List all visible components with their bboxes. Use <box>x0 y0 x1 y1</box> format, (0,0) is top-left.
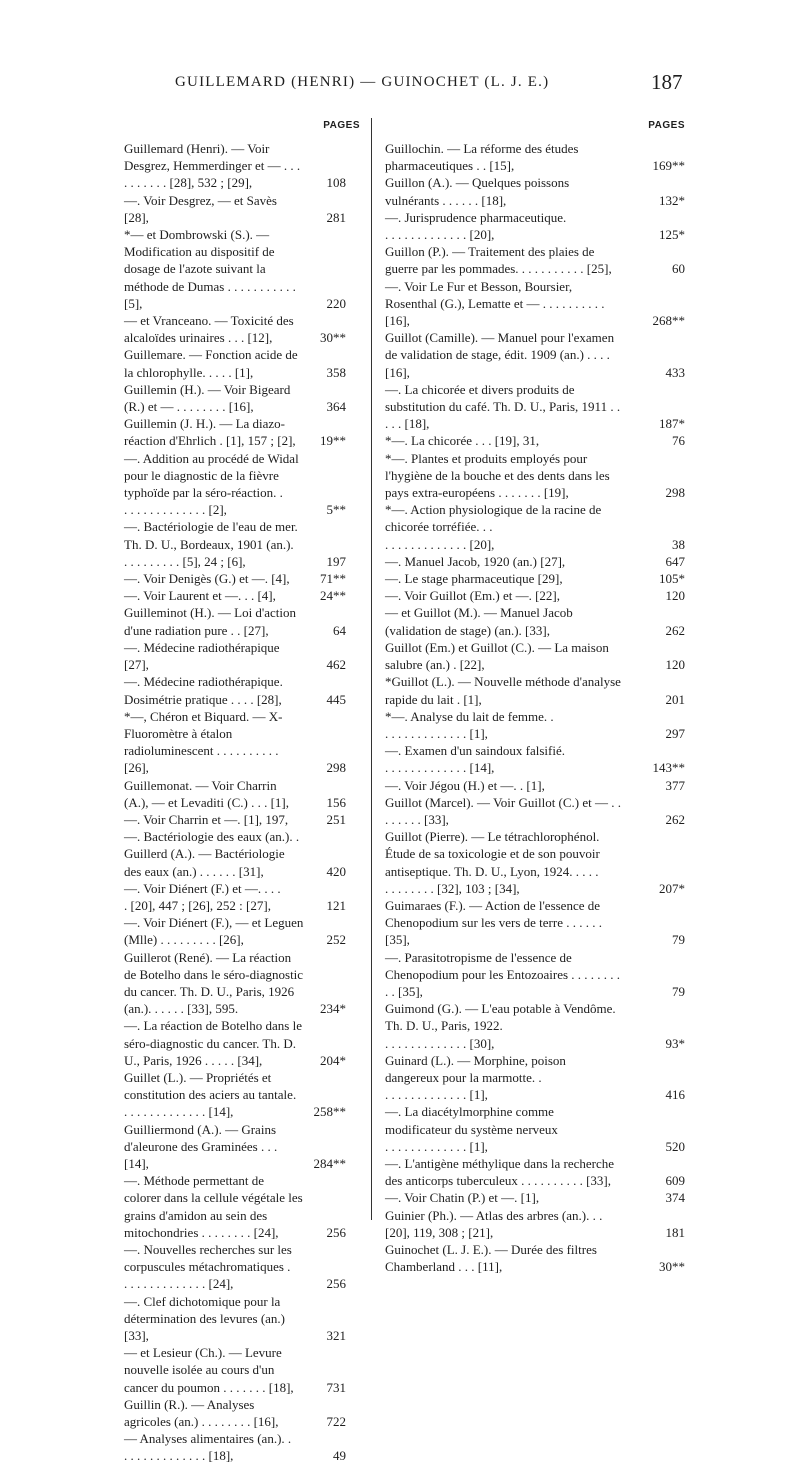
entry-text: —. Clef dichotomique pour la détermination des levures (an.) [33], <box>124 1293 285 1344</box>
entry-page-number: 120 <box>665 588 685 604</box>
index-entry <box>124 1430 360 1464</box>
entry-text: Guillon (A.). — Quelques poissons vulnérants . . . . . . [18], <box>385 175 570 208</box>
index-entry <box>385 777 685 794</box>
entry-page-number: 358 <box>326 364 346 380</box>
entry-text: Guinochet (L. J. E.). — Durée des filtres Chamberland . . . [11], <box>385 1242 597 1275</box>
entry-page-number: 121 <box>326 897 346 913</box>
entry-page-number: 187* <box>659 416 685 432</box>
entry-page-number: 281 <box>326 209 346 225</box>
index-entry <box>385 1207 685 1241</box>
entry-page-number: 76 <box>672 433 685 449</box>
entry-text: *— et Dombrowski (S.). — Modification au dispositif de dosage de l'azote suivant la méthode de Dumas . . . . . . . . . . . [5], <box>124 227 296 311</box>
entry-text: — et Lesieur (Ch.). — Levure nouvelle isolée au cours d'un cancer du poumon . . . . . . . [18], <box>124 1345 294 1395</box>
entry-page-number: 71** <box>320 571 346 587</box>
entry-text: Guillet (L.). — Propriétés et constitution des aciers au tantale. . . . . . . . . . . . . . [14], <box>124 1069 297 1120</box>
index-entry <box>385 1103 685 1155</box>
index-entry <box>124 450 360 519</box>
right-column <box>385 118 685 1275</box>
index-entry <box>124 518 360 570</box>
entry-page-number: 93* <box>665 1035 685 1051</box>
entry-page-number: 609 <box>665 1173 685 1189</box>
index-entry <box>124 1293 360 1345</box>
index-entry <box>385 501 685 553</box>
entry-text: *—. Analyse du lait de femme. . . . . . . . . . . . . . . [1], <box>385 708 554 741</box>
index-entry <box>124 1069 360 1121</box>
index-entry <box>124 639 360 673</box>
index-entry <box>385 604 685 638</box>
entry-page-number: 181 <box>665 1224 685 1240</box>
index-entry <box>124 604 360 638</box>
entry-page-number: 125* <box>659 227 685 243</box>
index-entry <box>124 192 360 226</box>
index-entry <box>124 587 360 604</box>
left-column-heading <box>124 118 360 140</box>
pages-heading: PAGES <box>323 120 360 131</box>
running-header <box>0 72 800 102</box>
entry-text: Guillot (Em.) et Guillot (C.). — La maison salubre (an.) . [22], <box>385 639 609 673</box>
entry-text: Guillerd (A.). — Bactériologie des eaux (an.) . . . . . . [31], <box>124 846 285 879</box>
entry-text: Guillemin (H.). — Voir Bigeard (R.) et — . . . . . . . . [16], <box>124 381 291 415</box>
index-entry <box>385 742 685 776</box>
entry-text: —. Parasitotropisme de l'essence de Chenopodium pour les Entozoaires . . . . . . . . . . [35], <box>385 949 621 999</box>
entry-page-number: 416 <box>665 1087 685 1103</box>
index-entry <box>385 381 685 433</box>
index-entry <box>385 897 685 949</box>
entry-page-number: 297 <box>665 725 685 741</box>
entry-text: —. Voir Diénert (F.), — et Leguen (Mlle) . . . . . . . . . [26], <box>124 915 304 948</box>
entry-text: *—, Chéron et Biquard. — X-Fluoromètre à étalon radioluminescent . . . . . . . . . . [26], <box>124 708 283 776</box>
index-entry <box>124 312 360 346</box>
entry-page-number: 30** <box>659 1259 685 1275</box>
index-entry <box>124 1344 360 1396</box>
entry-text: —. La chicorée et divers produits de substitution du café. Th. D. U., Paris, 1911 . . . . . [18], <box>385 381 621 432</box>
entry-text: Guimond (G.). — L'eau potable à Vendôme. Th. D. U., Paris, 1922. . . . . . . . . . . . . . [30], <box>385 1001 616 1051</box>
entry-text: —. Voir Denigès (G.) et —. [4], <box>124 571 290 587</box>
index-entry <box>124 673 360 707</box>
entry-page-number: 256 <box>326 1224 346 1240</box>
entry-text: Guillin (R.). — Analyses agricoles (an.) . . . . . . . . [16], <box>124 1396 279 1430</box>
index-entry <box>385 794 685 828</box>
entry-text: —. Voir Charrin et —. [1], 197, <box>124 811 289 827</box>
entry-page-number: 420 <box>326 863 346 879</box>
entry-page-number: 64 <box>333 622 346 638</box>
entry-page-number: 433 <box>665 364 685 380</box>
index-entry <box>124 346 360 380</box>
entry-page-number: 132* <box>659 192 685 208</box>
right-column-heading <box>385 118 685 140</box>
entry-text: —. La diacétylmorphine comme modificateur du système nerveux . . . . . . . . . . . . . [1], <box>385 1104 558 1154</box>
entry-text: —. Manuel Jacob, 1920 (an.) [27], <box>385 553 566 569</box>
entry-text: —. Le stage pharmaceutique [29], <box>385 571 563 587</box>
entry-page-number: 284** <box>313 1155 346 1171</box>
entry-text: Guillemare. — Fonction acide de la chlorophylle. . . . . [1], <box>124 347 298 380</box>
entry-text: Guillemonat. — Voir Charrin (A.), — et Levaditi (C.) . . . [1], <box>124 777 289 810</box>
entry-text: *—. Plantes et produits employés pour l'hygiène de la bouche et des dents dans les pays extra-européens . . . . . . . [19], <box>385 450 610 501</box>
entry-page-number: 364 <box>326 399 346 415</box>
entry-page-number: 298 <box>326 760 346 776</box>
index-entry <box>124 140 360 192</box>
entry-page-number: 445 <box>326 691 346 707</box>
pages-heading: PAGES <box>648 120 685 131</box>
entry-page-number: 201 <box>665 691 685 707</box>
column-divider <box>371 118 372 1220</box>
index-entry <box>124 880 360 914</box>
index-entry <box>385 278 685 330</box>
entry-page-number: 722 <box>326 1414 346 1430</box>
index-entry <box>385 828 685 897</box>
right-entry-list <box>385 140 685 1275</box>
entry-text: —. Jurisprudence pharmaceutique. . . . . . . . . . . . . . [20], <box>385 209 567 243</box>
index-entry <box>385 1052 685 1104</box>
entry-page-number: 30** <box>320 330 346 346</box>
entry-text: Guimaraes (F.). — Action de l'essence de Chenopodium sur les vers de terre . . . . . . [35], <box>385 897 602 948</box>
entry-text: Guilliermond (A.). — Grains d'aleurone des Graminées . . . [14], <box>124 1121 278 1171</box>
left-column <box>124 118 360 1465</box>
entry-page-number: 197 <box>326 553 346 569</box>
index-entry <box>385 570 685 587</box>
entry-page-number: 156 <box>326 794 346 810</box>
entry-text: — et Guillot (M.). — Manuel Jacob (validation de stage) (an.). [33], <box>385 605 573 638</box>
index-entry <box>385 329 685 381</box>
index-entry <box>385 432 685 449</box>
entry-page-number: 5** <box>326 502 346 518</box>
entry-text: —. La réaction de Botelho dans le séro-diagnostic du cancer. Th. D. U., Paris, 1926 . . . . . [34], <box>124 1018 302 1068</box>
entry-page-number: 268** <box>652 313 685 329</box>
entry-page-number: 377 <box>665 777 685 793</box>
index-entry <box>385 450 685 502</box>
index-entry <box>124 1241 360 1293</box>
index-entry <box>124 570 360 587</box>
index-entry <box>385 1189 685 1206</box>
index-entry <box>385 708 685 742</box>
entry-page-number: 647 <box>665 553 685 569</box>
running-title: GUILLEMARD (HENRI) — GUINOCHET (L. J. E.) <box>175 74 550 90</box>
page-number: 187 <box>651 70 683 94</box>
entry-text: —. Médecine radiothérapique [27], <box>124 639 280 673</box>
index-entry <box>385 1000 685 1052</box>
entry-text: *Guillot (L.). — Nouvelle méthode d'analyse rapide du lait . [1], <box>385 674 621 707</box>
entry-text: — et Vranceano. — Toxicité des alcaloïdes urinaires . . . [12], <box>124 313 294 346</box>
entry-text: —. Voir Jégou (H.) et —. . [1], <box>385 777 545 793</box>
entry-text: —. L'antigène méthylique dans la recherche des anticorps tuberculeux . . . . . . . . . . [33], <box>385 1155 615 1189</box>
index-entry <box>385 949 685 1001</box>
index-entry <box>124 845 360 879</box>
index-entry <box>385 587 685 604</box>
entry-page-number: 731 <box>326 1379 346 1395</box>
index-entry <box>124 708 360 777</box>
entry-text: — Analyses alimentaires (an.). . . . . . . . . . . . . . . [18], <box>124 1431 292 1464</box>
entry-page-number: 252 <box>326 932 346 948</box>
left-entry-list <box>124 140 360 1465</box>
entry-page-number: 120 <box>665 657 685 673</box>
entry-page-number: 79 <box>672 983 685 999</box>
entry-page-number: 262 <box>665 811 685 827</box>
entry-page-number: 374 <box>665 1190 685 1206</box>
index-entry <box>385 243 685 277</box>
index-entry <box>124 1172 360 1241</box>
entry-page-number: 204* <box>320 1052 346 1068</box>
index-entry <box>385 639 685 673</box>
entry-page-number: 520 <box>665 1138 685 1154</box>
entry-text: Guillot (Marcel). — Voir Guillot (C.) et — . . . . . . . . [33], <box>385 794 622 827</box>
entry-page-number: 108 <box>326 175 346 191</box>
entry-page-number: 298 <box>665 485 685 501</box>
entry-text: —. Bactériologie de l'eau de mer. Th. D. U., Bordeaux, 1901 (an.). . . . . . . . . . [5], 24 ; [6], <box>124 519 298 569</box>
entry-page-number: 38 <box>672 536 685 552</box>
entry-text: —. Addition au procédé de Widal pour le diagnostic de la fièvre typhoïde par la séro-réaction. . . . . . . . . . . . . . . [2], <box>124 450 299 518</box>
entry-text: *—. Action physiologique de la racine de chicorée torréfiée. . . . . . . . . . . . . . . . [20], <box>385 502 602 552</box>
index-entry <box>124 914 360 948</box>
index-entry <box>385 553 685 570</box>
entry-page-number: 256 <box>326 1276 346 1292</box>
index-entry <box>124 949 360 1018</box>
index-entry <box>385 1155 685 1189</box>
entry-text: —. Examen d'un saindoux falsifié. . . . . . . . . . . . . . [14], <box>385 743 565 776</box>
entry-text: Guillerot (René). — La réaction de Botelho dans le séro-diagnostic du cancer. Th. D. U., Paris, 1926 (an.). . . . . . [33], 595. <box>124 949 304 1017</box>
entry-text: Guillochin. — La réforme des études pharmaceutiques . . [15], <box>385 141 579 174</box>
entry-text: —. Voir Le Fur et Besson, Boursier, Rosenthal (G.), Lematte et — . . . . . . . . . . [16], <box>385 278 605 329</box>
entry-text: —. Bactériologie des eaux (an.). . <box>124 829 300 845</box>
index-entry <box>385 140 685 174</box>
entry-text: —. Voir Laurent et —. . . [4], <box>124 588 276 604</box>
entry-page-number: 234* <box>320 1001 346 1017</box>
entry-page-number: 220 <box>326 295 346 311</box>
index-entry <box>385 174 685 208</box>
index-entry <box>124 415 360 449</box>
entry-text: Guilleminot (H.). — Loi d'action d'une radiation pure . . [27], <box>124 605 297 638</box>
entry-text: —. Médecine radiothérapique. Dosimétrie pratique . . . . [28], <box>124 674 283 707</box>
entry-text: Guinier (Ph.). — Atlas des arbres (an.). . . [20], 119, 308 ; [21], <box>385 1207 603 1240</box>
entry-page-number: 143** <box>652 760 685 776</box>
entry-page-number: 251 <box>326 811 346 827</box>
entry-page-number: 105* <box>659 571 685 587</box>
index-entry <box>385 1241 685 1275</box>
entry-text: —. Voir Guillot (Em.) et —. [22], <box>385 588 561 604</box>
entry-page-number: 262 <box>665 622 685 638</box>
entry-page-number: 207* <box>659 880 685 896</box>
entry-text: —. Voir Chatin (P.) et —. [1], <box>385 1190 540 1206</box>
entry-text: Guillot (Pierre). — Le tétrachlorophénol. Étude de sa toxicologie et de son pouvoir antiseptique. Th. D. U., Lyon, 1924. . . . . . . . . . . . . [32], 103 ; [34], <box>385 829 600 896</box>
index-entry <box>385 209 685 243</box>
entry-text: —. Nouvelles recherches sur les corpuscules métachromatiques . . . . . . . . . . . . . . [24], <box>124 1242 292 1292</box>
entry-page-number: 49 <box>333 1448 346 1464</box>
entry-text: Guinard (L.). — Morphine, poison dangereux pour la marmotte. . . . . . . . . . . . . . . [1], <box>385 1052 566 1103</box>
index-entry <box>124 811 360 828</box>
entry-page-number: 258** <box>313 1104 346 1120</box>
entry-page-number: 79 <box>672 932 685 948</box>
index-entry <box>124 226 360 312</box>
index-entry <box>124 1017 360 1069</box>
entry-page-number: 169** <box>652 158 685 174</box>
entry-text: *—. La chicorée . . . [19], 31, <box>385 433 540 449</box>
entry-page-number: 19** <box>320 433 346 449</box>
index-entry <box>385 673 685 707</box>
entry-text: —. Voir Diénert (F.) et —. . . . . [20], 447 ; [26], 252 : [27], <box>124 880 281 913</box>
index-entry <box>124 828 360 845</box>
entry-page-number: 462 <box>326 657 346 673</box>
index-entry <box>124 1396 360 1430</box>
index-entry <box>124 1121 360 1173</box>
entry-page-number: 321 <box>326 1328 346 1344</box>
entry-text: —. Voir Desgrez, — et Savès [28], <box>124 192 277 225</box>
entry-text: Guillemard (Henri). — Voir Desgrez, Hemmerdinger et — . . . . . . . . . . [28], 532 ; [29], <box>124 141 301 191</box>
entry-page-number: 24** <box>320 588 346 604</box>
index-entry <box>124 381 360 415</box>
entry-page-number: 60 <box>672 261 685 277</box>
entry-text: Guillot (Camille). — Manuel pour l'examen de validation de stage, édit. 1909 (an.) . . . . [16], <box>385 330 615 380</box>
entry-text: Guillemin (J. H.). — La diazo-réaction d'Ehrlich . [1], 157 ; [2], <box>124 416 296 449</box>
entry-text: —. Méthode permettant de colorer dans la cellule végétale les grains d'amidon au sein des mitochondries . . . . . . . . [24], <box>124 1173 303 1240</box>
index-entry <box>124 777 360 811</box>
entry-text: Guillon (P.). — Traitement des plaies de guerre par les pommades. . . . . . . . . . . [25], <box>385 244 612 277</box>
